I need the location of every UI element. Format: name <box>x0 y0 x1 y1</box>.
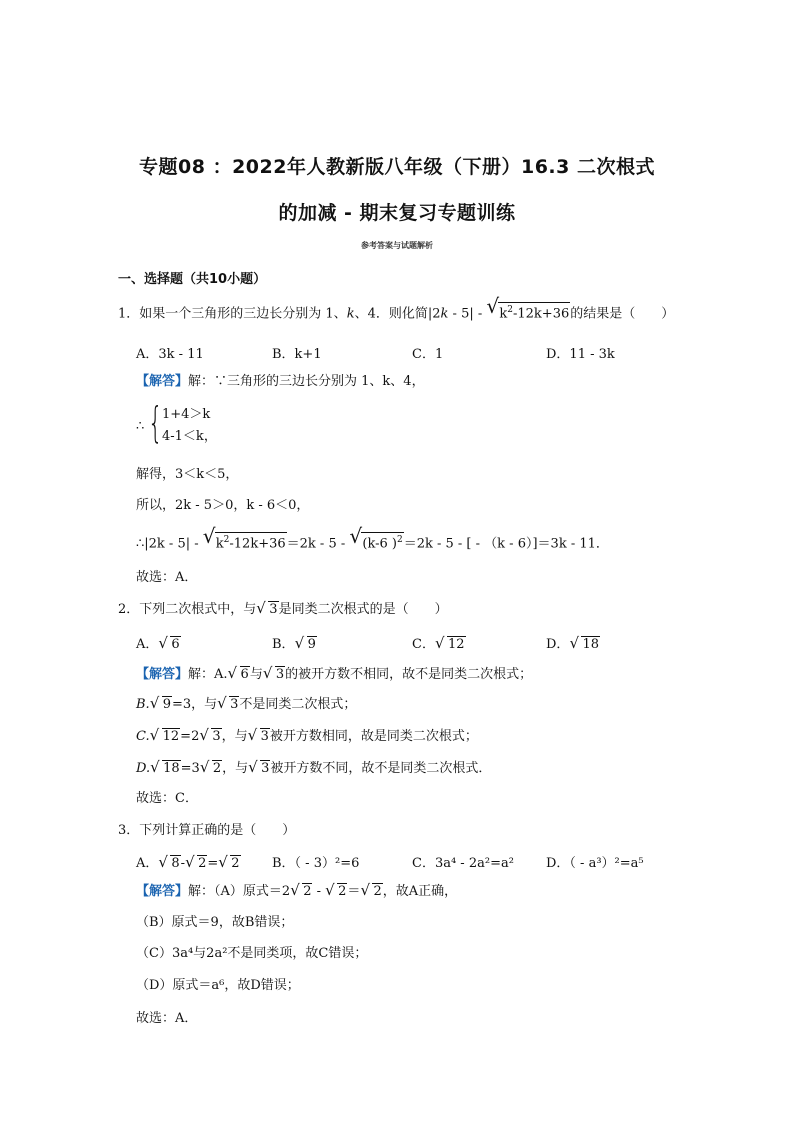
sqrt-symbol: √ $k^2-12k+36$ <box>204 532 287 553</box>
q2-option-c[interactable]: C．√ 12 <box>412 633 466 652</box>
sqrt-symbol: √ 2 <box>201 760 222 778</box>
q1-solution-line-2: 解得，3＜k＜5， <box>136 467 239 482</box>
sqrt-symbol: √ 18 <box>151 760 181 778</box>
q1-system-line-2: 4-1＜k， <box>162 429 217 444</box>
sqrt-symbol: √ 3 <box>218 696 239 714</box>
sqrt-symbol: √ (k-6 )$^2$ <box>350 532 403 553</box>
sqrt-symbol: √ 2 <box>219 855 240 871</box>
sqrt-symbol: √ 3 <box>249 728 270 746</box>
q2-option-a[interactable]: A．√ 6 <box>136 633 181 652</box>
q3-solution-a: 【解答】解：（A）原式＝2√ 2 - √ 2＝√ 2，故A正确， <box>136 883 457 901</box>
q3-stem: 3．下列计算正确的是（ ） <box>118 823 296 838</box>
q3-option-b[interactable]: B．（ - 3）²=6 <box>272 856 360 871</box>
sqrt-symbol: √ 8 <box>159 855 180 871</box>
sqrt-symbol: √ 2 <box>291 883 312 901</box>
q2-option-b[interactable]: B．√ 9 <box>272 633 317 652</box>
therefore-symbol: ∴ <box>136 419 145 434</box>
q1-solution-line-3: 所以，2k - 5＞0，k - 6＜0， <box>136 498 310 513</box>
sqrt-symbol: √ 6 <box>229 666 250 684</box>
q1-option-b[interactable]: B．k+1 <box>272 347 322 362</box>
sqrt-symbol: √ 12 <box>151 728 181 746</box>
q1-option-c[interactable]: C．1 <box>412 347 444 362</box>
brace-icon: { <box>148 398 163 447</box>
q3-solution-d: （D）原式＝a⁶，故D错误； <box>136 978 300 993</box>
q1-option-a[interactable]: A．3k - 11 <box>136 347 204 362</box>
answer-tag: 【解答】 <box>136 667 189 682</box>
sqrt-symbol: √ 3 <box>257 601 278 619</box>
q1-answer: 故选：A． <box>136 570 198 585</box>
q3-solution-b: （B）原式＝9，故B错误； <box>136 915 294 930</box>
q1-solution-line-4: ∴|2k - 5| - √ $k^2-12k+36=2k - 5$ - √ (k-6 )$^2$＝2k - 5 - [ - （k - 6）]＝3k - 11． <box>136 532 609 553</box>
q2-solution-c: C.√ 12=2√ 3，与√ 3被开方数相同，故是同类二次根式； <box>136 728 478 746</box>
sqrt-symbol: √ $k^2-12k+36$ <box>487 302 570 323</box>
q2-solution-a: 【解答】解：A.√ 6与√ 3的被开方数不相同，故不是同类二次根式； <box>136 666 532 684</box>
q2-solution-d: D.√ 18=3√ 2，与√ 3被开方数不同，故不是同类二次根式． <box>136 760 491 778</box>
sqrt-symbol: √ 3 <box>264 666 285 684</box>
q2-answer: 故选：C． <box>136 791 198 806</box>
q1-solution-line-1: 【解答】解：∵三角形的三边长分别为 1、k、4， <box>136 374 425 389</box>
page-subtitle: 参考答案与试题解析 <box>361 240 433 250</box>
q3-option-d[interactable]: D．（ - a³）²=a⁵ <box>546 856 644 871</box>
sqrt-symbol: √ 3 <box>249 760 270 778</box>
q2-option-d[interactable]: D．√ 18 <box>546 633 600 652</box>
q1-system-line-1: 1+4＞k <box>162 407 211 422</box>
q2-solution-b: B.√ 9=3，与√ 3不是同类二次根式； <box>136 696 356 714</box>
page-title-line-2: 的加减 - 期末复习专题训练 <box>278 202 516 224</box>
q2-stem: 2．下列二次根式中，与√ 3是同类二次根式的是（ ） <box>118 601 448 619</box>
sqrt-symbol: √ 2 <box>361 883 382 901</box>
sqrt-symbol: √ 9 <box>151 696 172 714</box>
q1-stem: 1．如果一个三角形的三边长分别为 1、k、4．则化简|2k - 5| - √ $k^2-12k+36$的结果是（ ） <box>118 302 674 323</box>
sqrt-symbol: √ 9 <box>296 636 317 652</box>
sqrt-symbol: √ 3 <box>200 728 221 746</box>
answer-tag: 【解答】 <box>136 884 189 899</box>
q3-solution-c: （C）3a⁴与2a²不是同类项，故C错误； <box>136 946 368 961</box>
sqrt-symbol: √ 18 <box>570 636 600 652</box>
q3-option-c[interactable]: C．3a⁴ - 2a²=a² <box>412 856 514 871</box>
q1-option-d[interactable]: D．11 - 3k <box>546 347 615 362</box>
sqrt-symbol: √ 2 <box>326 883 347 901</box>
page-title-line-1: 专题08 ：2022年人教新版八年级（下册）16.3 二次根式 <box>139 156 655 178</box>
q3-answer: 故选：A． <box>136 1011 198 1026</box>
sqrt-symbol: √ 6 <box>159 636 180 652</box>
sqrt-symbol: √ 12 <box>436 636 466 652</box>
sqrt-symbol: √ 2 <box>186 855 207 871</box>
section-heading: 一、选择题（共10小题） <box>118 272 267 287</box>
q3-option-a[interactable]: A．√ 8-√ 2=√ 2 <box>136 852 241 871</box>
answer-tag: 【解答】 <box>136 374 189 389</box>
